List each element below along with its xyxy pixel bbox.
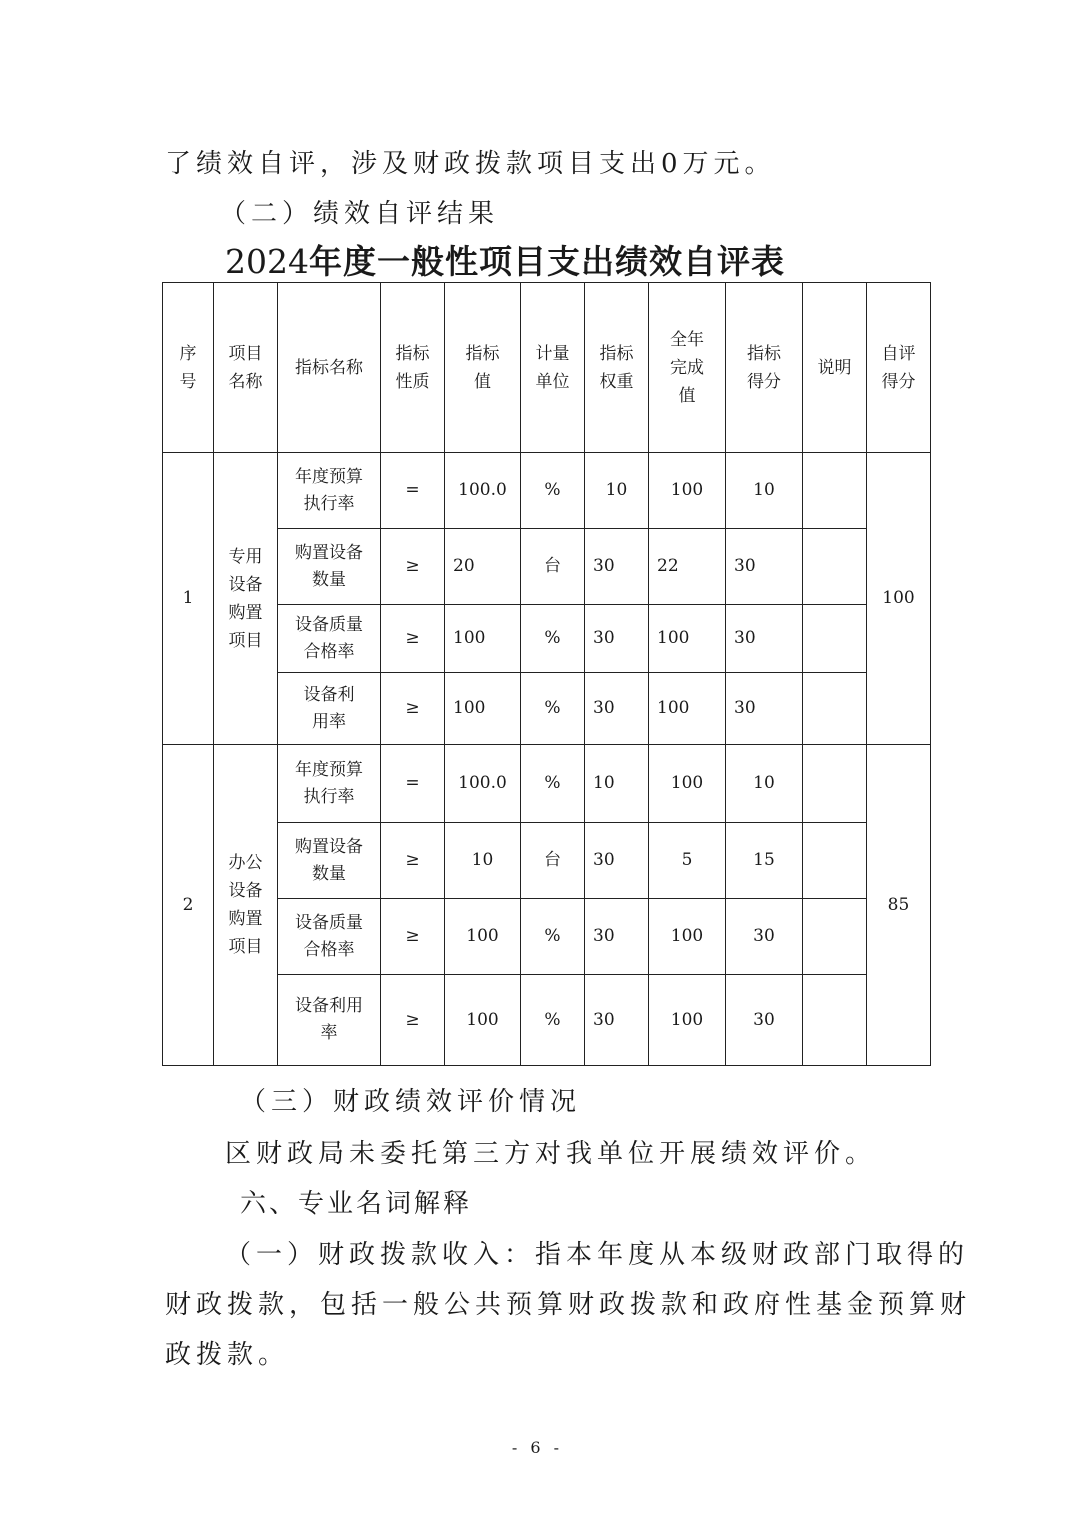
indicator-value: 100	[445, 975, 521, 1066]
table-row	[163, 453, 931, 529]
header-unit: 计量 单位	[521, 283, 585, 453]
annual-completion: 100	[649, 745, 726, 823]
evaluation-table	[162, 282, 931, 1066]
unit: %	[521, 453, 585, 529]
section-2-heading: （二）绩效自评结果	[220, 199, 500, 229]
indicator-score: 30	[726, 899, 803, 975]
indicator-nature: ≥	[381, 673, 445, 745]
indicator-value: 20	[445, 529, 521, 605]
header-self-score: 自评 得分	[867, 283, 931, 453]
definition-1-label: （一）财政拨款收入：	[225, 1240, 536, 1270]
table-row	[163, 529, 931, 605]
note-cell	[803, 605, 867, 673]
indicator-nature: =	[381, 453, 445, 529]
definition-1-line-1	[225, 1234, 969, 1271]
weight: 30	[585, 975, 649, 1066]
section-3-body: 区财政局未委托第三方对我单位开展绩效评价。	[225, 1139, 877, 1169]
indicator-name: 购置设备数量	[278, 823, 381, 899]
project-name: 专用设备购置项目	[214, 453, 278, 745]
section-3-heading: （三）财政绩效评价情况	[240, 1087, 582, 1117]
table-title	[225, 236, 785, 283]
annual-completion: 22	[649, 529, 726, 605]
unit: %	[521, 673, 585, 745]
page-number: - 6 -	[511, 1438, 564, 1457]
indicator-score: 30	[726, 529, 803, 605]
header-value: 指标 值	[445, 283, 521, 453]
unit: 台	[521, 529, 585, 605]
indicator-name: 购置设备数量	[278, 529, 381, 605]
indicator-score: 15	[726, 823, 803, 899]
header-project-name: 项目 名称	[214, 283, 278, 453]
header-weight: 指标 权重	[585, 283, 649, 453]
indicator-name: 设备质量合格率	[278, 899, 381, 975]
intro-tail-paragraph: 了绩效自评，涉及财政拨款项目支出0万元。	[165, 149, 776, 179]
unit: %	[521, 605, 585, 673]
indicator-name: 设备利用率	[278, 975, 381, 1066]
annual-completion: 100	[649, 605, 726, 673]
self-score: 85	[867, 745, 931, 1066]
project-number: 2	[163, 745, 214, 1066]
indicator-score: 30	[726, 975, 803, 1066]
header-nature: 指标 性质	[381, 283, 445, 453]
header-indicator-name: 指标名称	[278, 283, 381, 453]
indicator-value: 100.0	[445, 453, 521, 529]
note-cell	[803, 899, 867, 975]
indicator-score: 30	[726, 673, 803, 745]
table-title-year: 2024	[225, 242, 309, 281]
unit: %	[521, 745, 585, 823]
note-cell	[803, 745, 867, 823]
header-note: 说明	[803, 283, 867, 453]
indicator-name: 年度预算执行率	[278, 745, 381, 823]
indicator-nature: ≥	[381, 823, 445, 899]
weight: 30	[585, 605, 649, 673]
heading-6: 六、专业名词解释	[240, 1189, 473, 1219]
indicator-nature: ≥	[381, 605, 445, 673]
indicator-name: 年度预算执行率	[278, 453, 381, 529]
annual-completion: 5	[649, 823, 726, 899]
definition-1-line-3: 政拨款。	[165, 1340, 290, 1370]
weight: 30	[585, 899, 649, 975]
table-title-text: 年度一般性项目支出绩效自评表	[308, 242, 785, 281]
note-cell	[803, 673, 867, 745]
indicator-value: 10	[445, 823, 521, 899]
table-row	[163, 605, 931, 673]
self-score: 100	[867, 453, 931, 745]
header-indicator-score: 指标 得分	[726, 283, 803, 453]
note-cell	[803, 529, 867, 605]
indicator-value: 100	[445, 899, 521, 975]
indicator-score: 30	[726, 605, 803, 673]
indicator-score: 10	[726, 453, 803, 529]
project-name: 办公设备购置项目	[214, 745, 278, 1066]
indicator-nature: ≥	[381, 975, 445, 1066]
indicator-nature: ≥	[381, 529, 445, 605]
annual-completion: 100	[649, 899, 726, 975]
weight: 10	[585, 745, 649, 823]
table-row	[163, 745, 931, 823]
definition-1-line-2: 财政拨款，包括一般公共预算财政拨款和政府性基金预算财	[165, 1290, 972, 1320]
note-cell	[803, 453, 867, 529]
indicator-nature: ≥	[381, 899, 445, 975]
annual-completion: 100	[649, 673, 726, 745]
indicator-nature: =	[381, 745, 445, 823]
indicator-name: 设备质量合格率	[278, 605, 381, 673]
unit: %	[521, 975, 585, 1066]
table-row	[163, 975, 931, 1066]
weight: 30	[585, 529, 649, 605]
definition-1-body: 指本年度从本级财政部门取得的	[535, 1240, 970, 1270]
indicator-value: 100	[445, 673, 521, 745]
weight: 30	[585, 673, 649, 745]
indicator-value: 100.0	[445, 745, 521, 823]
weight: 30	[585, 823, 649, 899]
table-row	[163, 899, 931, 975]
unit: 台	[521, 823, 585, 899]
unit: %	[521, 899, 585, 975]
annual-completion: 100	[649, 453, 726, 529]
table-row	[163, 823, 931, 899]
table-row	[163, 673, 931, 745]
table-header-row	[163, 283, 931, 453]
indicator-score: 10	[726, 745, 803, 823]
note-cell	[803, 975, 867, 1066]
indicator-value: 100	[445, 605, 521, 673]
weight: 10	[585, 453, 649, 529]
note-cell	[803, 823, 867, 899]
header-no: 序 号	[163, 283, 214, 453]
indicator-name: 设备利用率	[278, 673, 381, 745]
project-number: 1	[163, 453, 214, 745]
annual-completion: 100	[649, 975, 726, 1066]
header-annual-completion: 全年 完成 值	[649, 283, 726, 453]
